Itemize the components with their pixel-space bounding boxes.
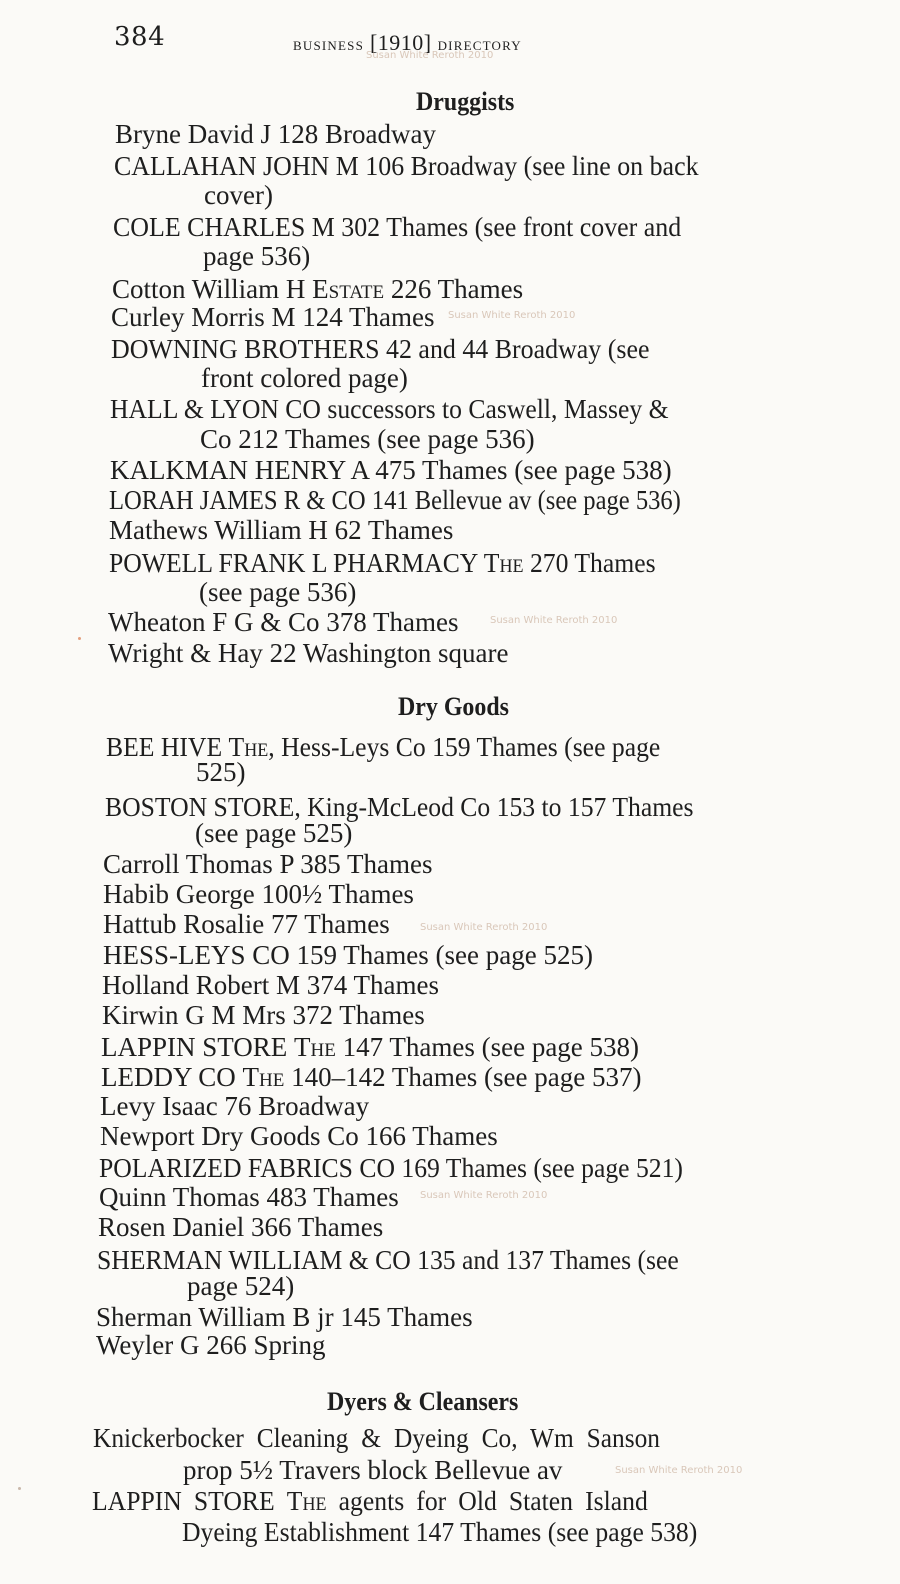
entry-line [101, 1062, 642, 1092]
entry-line: BOSTON STORE, King-McLeod Co 153 to 157 Thames [105, 792, 694, 822]
entry-line [112, 274, 523, 304]
entry-text: 226 Thames [384, 274, 524, 304]
entry-line: Kirwin G M Mrs 372 Thames [102, 1000, 425, 1030]
entry-line: HALL & LYON CO successors to Caswell, Massey & [110, 394, 669, 424]
section-heading-dyers-cleansers: Dyers & Cleansers [327, 1387, 519, 1416]
entry-text: , Hess-Leys Co 159 Thames (see page [268, 732, 661, 762]
watermark: Susan White Reroth 2010 [420, 1190, 548, 1201]
running-head-year: [1910] [369, 30, 432, 55]
entry-line: Wheaton F G & Co 378 Thames [108, 607, 459, 637]
entry-line-continued: front colored page) [201, 363, 408, 393]
watermark: Susan White Reroth 2010 [615, 1465, 743, 1476]
entry-small-caps: The [483, 548, 524, 578]
section-heading-dry-goods: Dry Goods [398, 692, 509, 721]
entry-text: POWELL FRANK L PHARMACY [109, 548, 484, 578]
entry-text: 147 Thames (see page 538) [335, 1032, 640, 1062]
entry-line-continued: (see page 536) [199, 577, 357, 607]
entry-line-continued: 525) [196, 757, 246, 787]
entry-line: CALLAHAN JOHN M 106 Broadway (see line on back [114, 151, 699, 181]
scan-speck [78, 637, 81, 640]
entry-line: SHERMAN WILLIAM & CO 135 and 137 Thames (see [97, 1245, 679, 1275]
entry-line-continued: cover) [204, 180, 273, 210]
entry-small-caps: The [294, 1032, 336, 1062]
scan-speck [18, 1487, 21, 1490]
entry-small-caps: The [242, 1062, 285, 1092]
entry-text: LAPPIN STORE [101, 1032, 295, 1062]
entry-line: Weyler G 266 Spring [96, 1330, 326, 1360]
entry-text: Cotton William H [112, 274, 313, 304]
entry-line-continued: prop 5½ Travers block Bellevue av [183, 1455, 563, 1485]
entry-line: DOWNING BROTHERS 42 and 44 Broadway (see [111, 334, 650, 364]
running-head-directory: directory [437, 34, 522, 55]
entry-line: Wright & Hay 22 Washington square [108, 638, 509, 668]
watermark: Susan White Reroth 2010 [420, 922, 548, 933]
entry-line: POLARIZED FABRICS CO 169 Thames (see page 521) [99, 1153, 683, 1183]
running-head-business: business [293, 34, 365, 55]
entry-line: Carroll Thomas P 385 Thames [103, 849, 433, 879]
entry-line: Mathews William H 62 Thames [109, 515, 454, 545]
watermark: Susan White Reroth 2010 [366, 50, 494, 61]
entry-text: LAPPIN STORE [92, 1486, 287, 1516]
entry-line: LORAH JAMES R & CO 141 Bellevue av (see page 536) [109, 485, 681, 515]
entry-line-continued: Dyeing Establishment 147 Thames (see page 538) [182, 1517, 698, 1547]
entry-line: KALKMAN HENRY A 475 Thames (see page 538) [110, 455, 672, 485]
entry-line [109, 548, 656, 578]
entry-small-caps: The [286, 1486, 327, 1516]
entry-line: Newport Dry Goods Co 166 Thames [100, 1121, 498, 1151]
entry-line-continued: page 524) [187, 1271, 295, 1301]
entry-line [92, 1486, 648, 1516]
entry-line: HESS-LEYS CO 159 Thames (see page 525) [103, 940, 593, 970]
entry-text: 140–142 Thames (see page 537) [284, 1062, 642, 1092]
entry-line: COLE CHARLES M 302 Thames (see front cover and [113, 212, 682, 242]
section-heading-druggists: Druggists [416, 87, 515, 116]
entry-text: agents for Old Staten Island [326, 1486, 648, 1516]
entry-line: Holland Robert M 374 Thames [102, 970, 439, 1000]
entry-line: Quinn Thomas 483 Thames [99, 1182, 399, 1212]
entry-small-caps: Estate [312, 274, 385, 304]
entry-line: Habib George 100½ Thames [103, 879, 414, 909]
watermark: Susan White Reroth 2010 [448, 310, 576, 321]
entry-small-caps: The [228, 732, 269, 762]
entry-text: LEDDY CO [101, 1062, 243, 1092]
entry-line: Levy Isaac 76 Broadway [100, 1091, 370, 1121]
entry-line: Knickerbocker Cleaning & Dyeing Co, Wm Sanson [93, 1423, 660, 1453]
watermark: Susan White Reroth 2010 [490, 615, 618, 626]
entry-line: Sherman William B jr 145 Thames [96, 1302, 473, 1332]
page-number: 384 [114, 22, 166, 52]
entry-line-continued: (see page 525) [195, 818, 353, 848]
entry-line: Rosen Daniel 366 Thames [98, 1212, 384, 1242]
entry-line-continued: Co 212 Thames (see page 536) [200, 424, 535, 454]
entry-line [101, 1032, 639, 1062]
entry-line: Curley Morris M 124 Thames [111, 302, 435, 332]
entry-text: BEE HIVE [106, 732, 229, 762]
entry-text: 270 Thames [523, 548, 656, 578]
entry-line-continued: page 536) [203, 241, 311, 271]
entry-line [106, 732, 660, 762]
entry-line: Bryne David J 128 Broadway [115, 119, 436, 149]
entry-line: Hattub Rosalie 77 Thames [103, 909, 390, 939]
